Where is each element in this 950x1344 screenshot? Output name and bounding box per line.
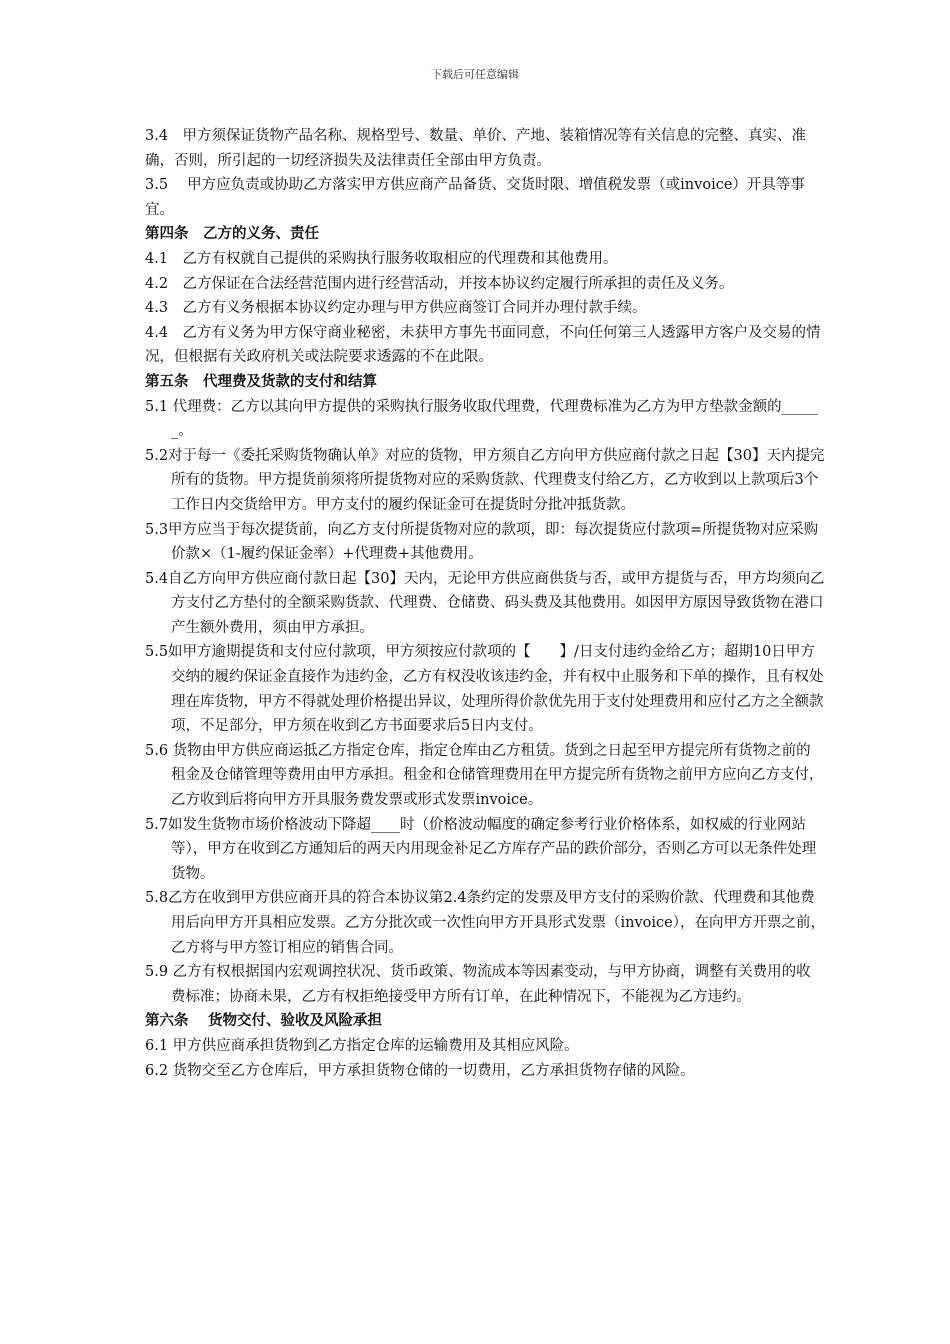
clause-5-2: 5.2对于每一《委托采购货物确认单》对应的货物，甲方须自乙方向甲方供应商付款之日起【30】天内提完所有的货物。甲方提货前须将所提货物对应的采购货款、代理费支付给乙方，乙方收到以上款项后3个工作日内交货给甲方。甲方支付的履约保证金可在提货时分批冲抵货款。 — [145, 447, 825, 513]
clause-6-2: 6.2 货物交至乙方仓库后，甲方承担货物仓储的一切费用，乙方承担货物存储的风险。 — [145, 1062, 695, 1079]
article-6-heading: 第六条 货物交付、验收及风险承担 — [145, 1013, 383, 1030]
document-body — [145, 124, 825, 1083]
clause-5-4: 5.4自乙方向甲方供应商付款日起【30】天内，无论甲方供应商供货与否，或甲方提货与否，甲方均须向乙方支付乙方垫付的全额采购货款、代理费、仓储费、码头费及其他费用。如因甲方原因导致货物在港口产生额外费用，须由甲方承担。 — [145, 570, 825, 636]
clause-5-5: 5.5如甲方逾期提货和支付应付款项，甲方须按应付款项的【 】/日支付违约金给乙方；超期10日甲方交纳的履约保证金直接作为违约金，乙方有权没收该违约金，并有权中止服务和下单的操作，且有权处理在库货物，甲方不得就处理价格提出异议，处理所得价款优先用于支付处理费用和应付乙方之全额款项，不足部分，甲方须在收到乙方书面要求后5日内支付。 — [145, 644, 824, 735]
clause-5-1: 5.1 代理费：乙方以其向甲方提供的采购执行服务收取代理费，代理费标准为乙方为甲方垫款金额的______。 — [145, 398, 818, 440]
clause-3-5: 3.5 甲方应负责或协助乙方落实甲方供应商产品备货、交货时限、增值税发票（或invoice）开具等事宜。 — [145, 177, 805, 218]
clause-5-9: 5.9 乙方有权根据国内宏观调控状况、货币政策、物流成本等因素变动，与甲方协商，调整有关费用的收费标准；协商未果，乙方有权拒绝接受甲方所有订单，在此种情况下，不能视为乙方违约。 — [145, 964, 811, 1005]
clause-3-4: 3.4 甲方须保证货物产品名称、规格型号、数量、单价、产地、装箱情况等有关信息的完整、真实、准确，否则，所引起的一切经济损失及法律责任全部由甲方负责。 — [145, 128, 807, 169]
clause-4-2: 4.2 乙方保证在合法经营范围内进行经营活动，并按本协议约定履行所承担的责任及义务。 — [145, 275, 734, 292]
clause-6-1: 6.1 甲方供应商承担货物到乙方指定仓库的运输费用及其相应风险。 — [145, 1037, 579, 1054]
clause-5-8: 5.8乙方在收到甲方供应商开具的符合本协议第2.4条约定的发票及甲方支付的采购价款、代理费和其他费用后向甲方开具相应发票。乙方分批次或一次性向甲方开具形式发票（invoice），在向甲方开票之前，乙方将与甲方签订相应的销售合同。 — [145, 890, 825, 956]
clause-4-4: 4.4 乙方有义务为甲方保守商业秘密，未获甲方事先书面同意，不向任何第三人透露甲方客户及交易的情况，但根据有关政府机关或法院要求透露的不在此限。 — [145, 324, 821, 366]
header-note: 下载后可任意编辑 — [431, 68, 519, 81]
clause-5-7: 5.7如发生货物市场价格波动下降超____时（价格波动幅度的确定参考行业价格体系，如权威的行业网站等），甲方在收到乙方通知后的两天内用现金补足乙方库存产品的跌价部分，否则乙方可以无条件处理货物。 — [145, 816, 817, 882]
clause-4-1: 4.1 乙方有权就自己提供的采购执行服务收取相应的代理费和其他费用。 — [145, 250, 618, 267]
clause-5-6: 5.6 货物由甲方供应商运抵乙方指定仓库，指定仓库由乙方租赁。货到之日起至甲方提完所有货物之前的租金及仓储管理等费用由甲方承担。租金和仓储管理费用在甲方提完所有货物之前甲方应向乙方支付，乙方收到后将向甲方开具服务费发票或形式发票invoice。 — [145, 742, 824, 809]
clause-5-3: 5.3甲方应当于每次提货前，向乙方支付所提货物对应的款项，即：每次提货应付款项=所提货物对应采购价款×（1-履约保证金率）+代理费+其他费用。 — [145, 521, 819, 563]
article-4-heading: 第四条 乙方的义务、责任 — [145, 226, 319, 243]
clause-4-3: 4.3 乙方有义务根据本协议约定办理与甲方供应商签订合同并办理付款手续。 — [145, 300, 647, 317]
article-5-heading: 第五条 代理费及货款的支付和结算 — [145, 373, 377, 390]
